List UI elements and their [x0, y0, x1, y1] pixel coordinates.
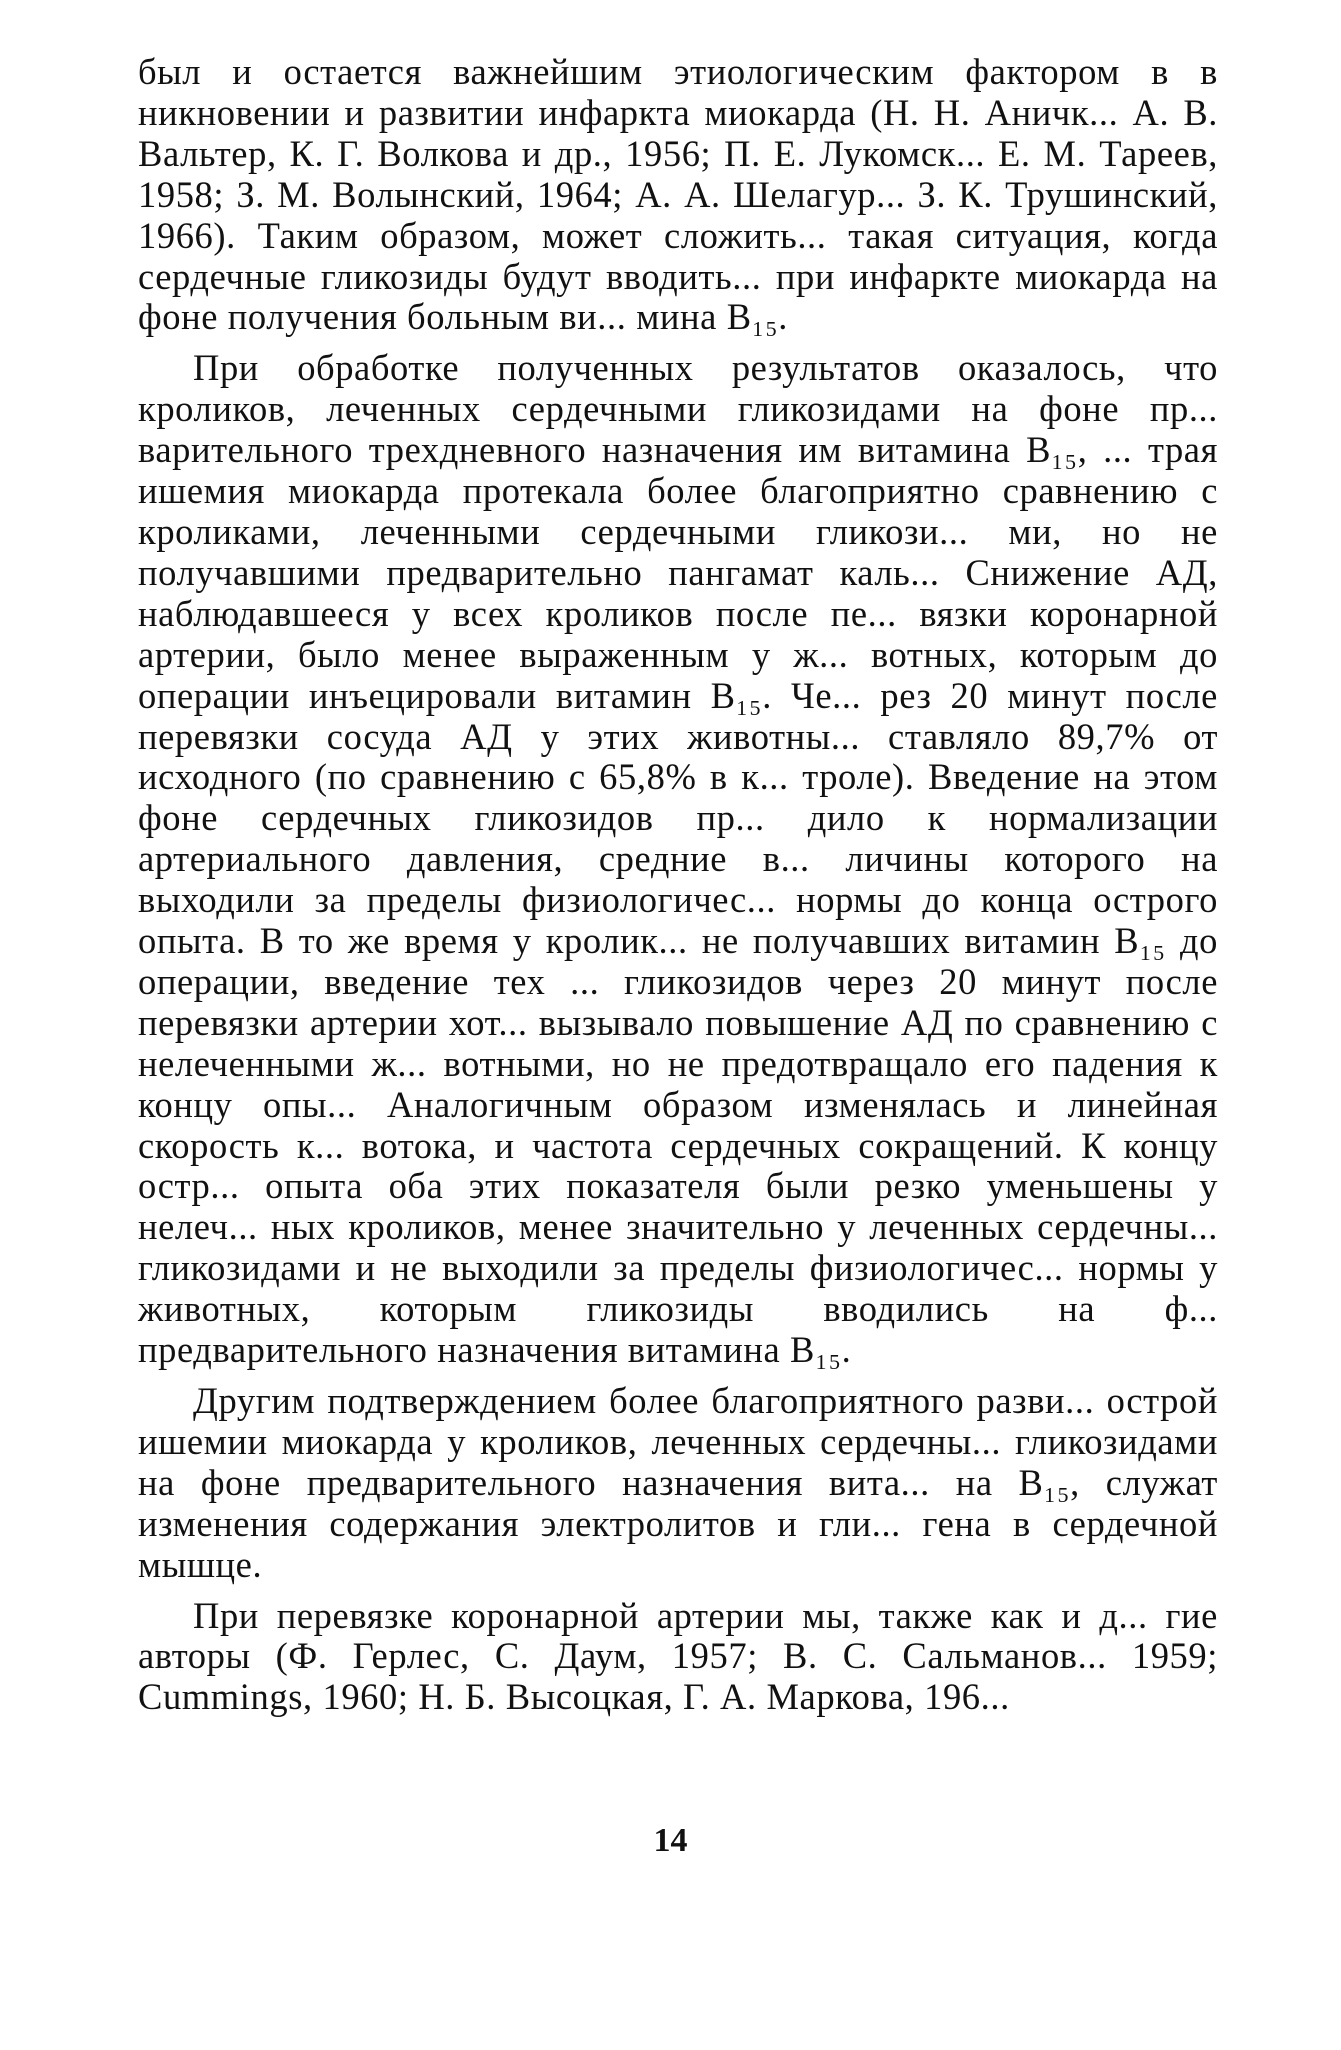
paragraph-1: был и остается важнейшим этиологическим фактором в в никновении и развитии инфаркта миокарда (Н. Н. Аничк... А. В. Вальтер, К. Г. Волкова и др., 1956; П. Е. Лукомск... Е. М. Тареев, 1958; З. М. Волынский, 1964; А. А. Шелагур... З. К. Трушинский, 1966). Таким образом, может сложить... такая ситуация, когда сердечные гликозиды будут вводить... при инфаркте миокарда на фоне получения больным ви... мина B₁₅.	[138, 51, 1218, 338]
paragraph-2: При обработке полученных результатов оказалось, что кроликов, леченных сердечными гликозидами на фоне пр... варительного трехдневного назначения им витамина B₁₅, ... трая ишемия миокарда протекала более благоприятно сравнению с кроликами, леченными сердечными гликози... ми, но не получавшими предварительно пангамат каль... Снижение АД, наблюдавшееся у всех кроликов после пе... вязки коронарной артерии, было менее выраженным у ж... вотных, которым до операции инъецировали витамин B₁₅. Че... рез 20 минут после перевязки сосуда АД у этих животны... ставляло 89,7% от исходного (по сравнению с 65,8% в к... троле). Введение на этом фоне сердечных гликозидов пр... дило к нормализации артериального давления, средние в... личины которого на выходили за пределы физиологичес... нормы до конца острого опыта. В то же время у кролик... не получавших витамин B₁₅ до операции, введение тех ... гликозидов через 20 минут после перевязки артерии хот... вызывало повышение АД по сравнению с нелеченными ж... вотными, но не предотвращало его падения к концу опы... Аналогичным образом изменялась и линейная скорость к... вотока, и частота сердечных сокращений. К концу остр... опыта оба этих показателя были резко уменьшены у нелеч... ных кроликов, менее значительно у леченных сердечны... гликозидами и не выходили за пределы физиологичес... нормы у животных, которым гликозиды вводились на ф... предварительного назначения витамина B₁₅.	[138, 347, 1218, 1371]
paragraph-3: Другим подтверждением более благоприятного разви... острой ишемии миокарда у кроликов, леченных сердечны... гликозидами на фоне предварительного назначения вита... на B₁₅, служат изменения содержания электролитов и гли... гена в сердечной мышце.	[138, 1380, 1218, 1585]
page-number: 14	[653, 1822, 688, 1859]
paragraph-4: При перевязке коронарной артерии мы, также как и д... гие авторы (Ф. Герлес, С. Даум, 1957; В. С. Сальманов... 1959; Cummings, 1960; Н. Б. Высоцкая, Г. А. Маркова, 196...	[138, 1594, 1218, 1718]
page-body	[138, 52, 1218, 1718]
